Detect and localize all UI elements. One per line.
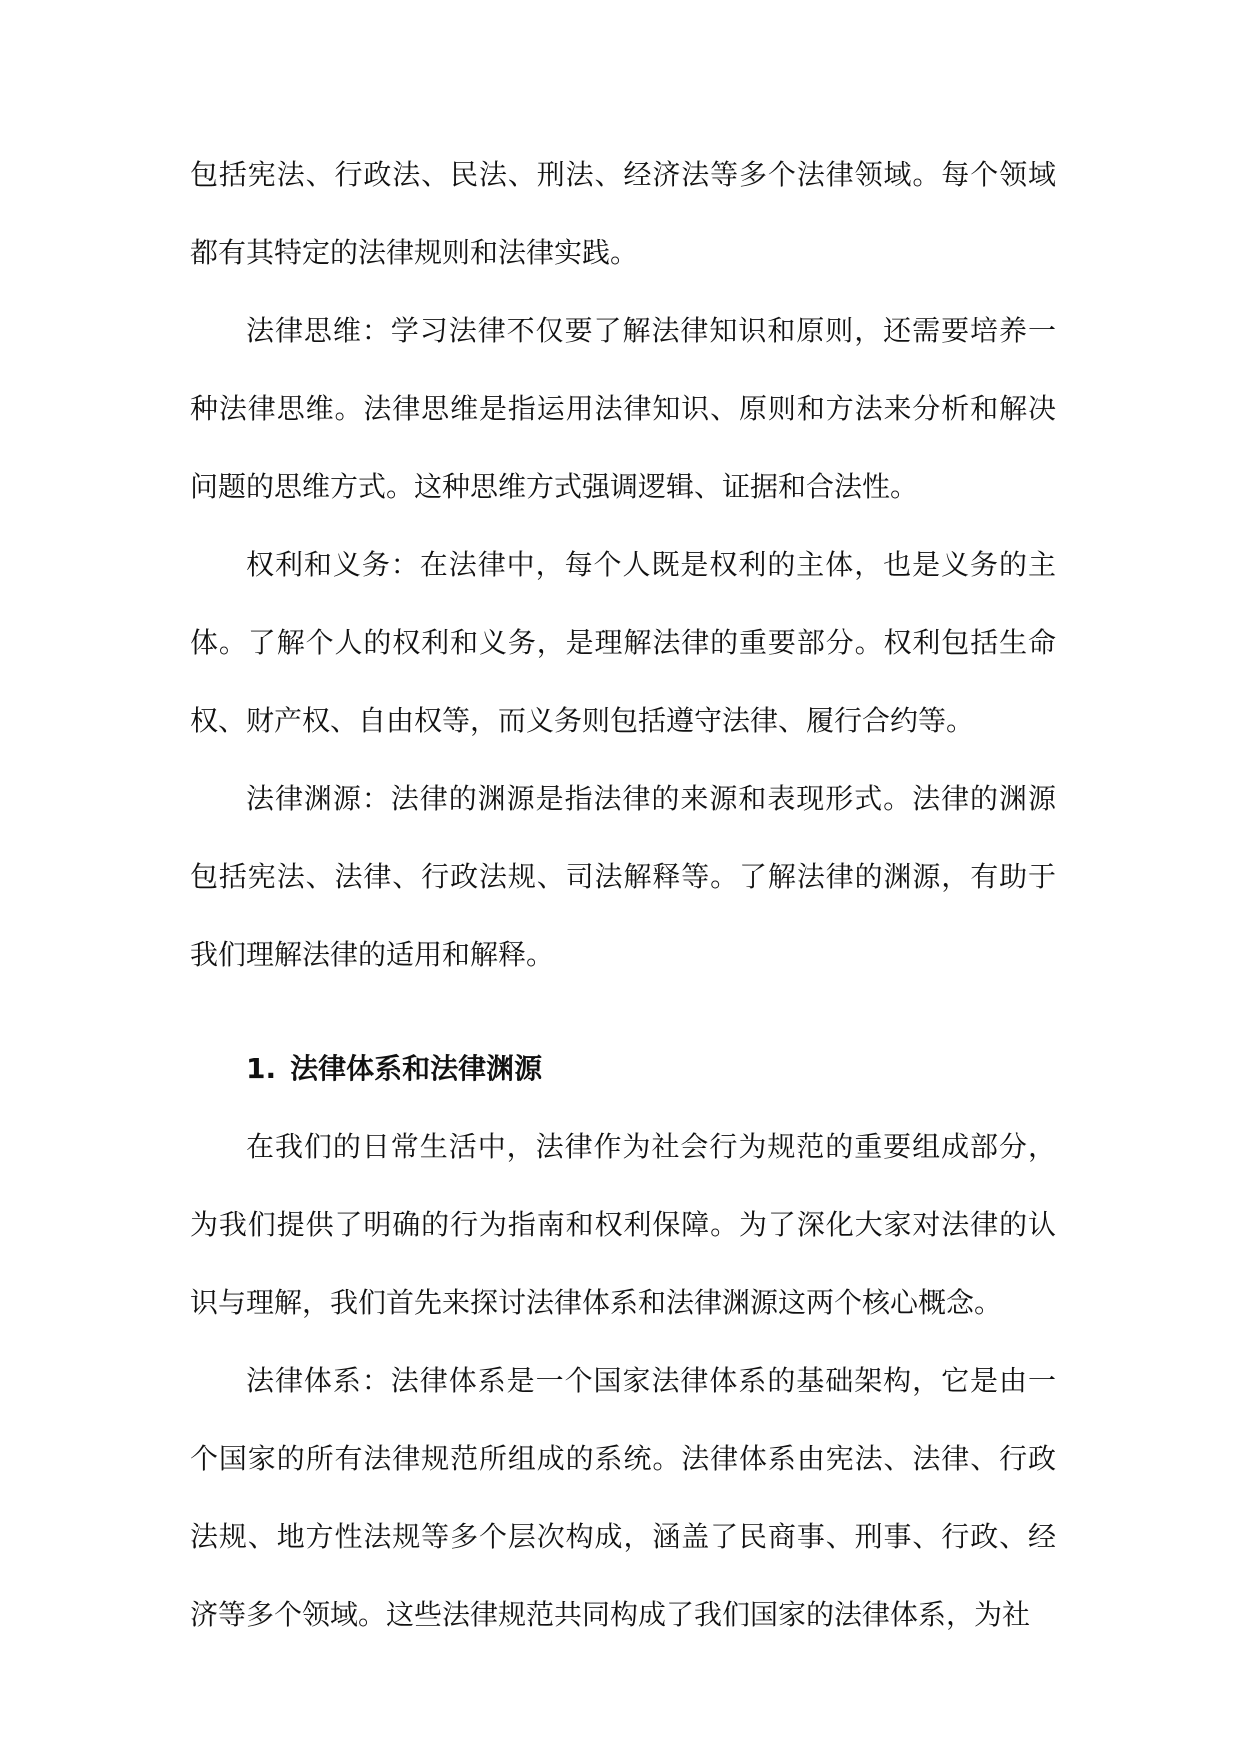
paragraph-legal-fields: 包括宪法、行政法、民法、刑法、经济法等多个法律领域。每个领域都有其特定的法律规则和法律实践。 bbox=[190, 158, 1056, 269]
paragraph-rights-and-duties: 权利和义务：在法律中，每个人既是权利的主体，也是义务的主体。了解个人的权利和义务，是理解法律的重要部分。权利包括生命权、财产权、自由权等，而义务则包括遵守法律、履行合约等。 bbox=[190, 548, 1056, 737]
paragraph-intro: 在我们的日常生活中，法律作为社会行为规范的重要组成部分，为我们提供了明确的行为指南和权利保障。为了深化大家对法律的认识与理解，我们首先来探讨法律体系和法律渊源这两个核心概念。 bbox=[190, 1130, 1056, 1319]
section-title: 法律体系和法律渊源 bbox=[290, 1052, 543, 1085]
paragraph-legal-thinking: 法律思维：学习法律不仅要了解法律知识和原则，还需要培养一种法律思维。法律思维是指运用法律知识、原则和方法来分析和解决问题的思维方式。这种思维方式强调逻辑、证据和合法性。 bbox=[190, 314, 1056, 503]
document-body bbox=[190, 136, 1056, 1654]
paragraph-sources-of-law: 法律渊源：法律的渊源是指法律的来源和表现形式。法律的渊源包括宪法、法律、行政法规、司法解释等。了解法律的渊源，有助于我们理解法律的适用和解释。 bbox=[190, 782, 1056, 971]
paragraph-legal-system: 法律体系：法律体系是一个国家法律体系的基础架构，它是由一个国家的所有法律规范所组成的系统。法律体系由宪法、法律、行政法规、地方性法规等多个层次构成，涵盖了民商事、刑事、行政、经济等多个领域。这些法律规范共同构成了我们国家的法律体系，为社 bbox=[190, 1364, 1056, 1631]
section-number: 1. bbox=[246, 1052, 277, 1085]
section-heading bbox=[190, 1030, 1056, 1108]
